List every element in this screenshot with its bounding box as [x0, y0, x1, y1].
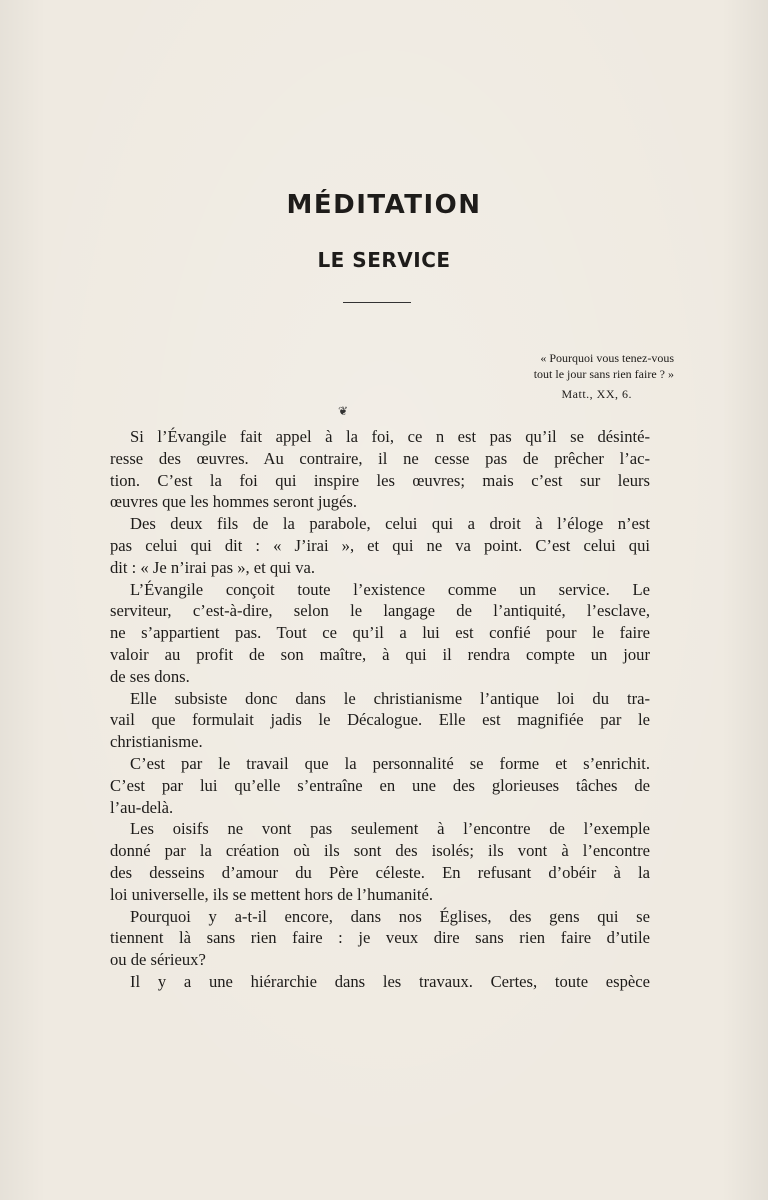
text-line: ne s’appartient pas. Tout ce qu’il a lui est confié pour le faire — [110, 623, 650, 643]
paragraph — [110, 513, 650, 578]
text-line: christianisme. — [110, 732, 203, 752]
paragraph — [110, 753, 650, 818]
text-line: resse des œuvres. Au contraire, il ne cesse pas de prêcher l’ac- — [110, 448, 650, 468]
text-line: loi universelle, ils se mettent hors de l’humanité. — [110, 884, 434, 904]
text-line: Il y a une hiérarchie dans les travaux. Certes, toute espèce — [130, 971, 650, 991]
paragraph — [110, 579, 650, 688]
text-line: des desseins d’amour du Père céleste. En refusant d’obéir à la — [110, 862, 650, 882]
body-text — [110, 426, 650, 993]
text-line: de ses dons. — [110, 666, 190, 686]
text-line: œuvres que les hommes seront jugés. — [110, 492, 358, 512]
paragraph — [110, 971, 650, 993]
text-line: C’est par lui qu’elle s’entraîne en une des glorieuses tâches de — [110, 775, 650, 795]
epigraph — [440, 350, 674, 402]
text-line: Des deux fils de la parabole, celui qui a droit à l’éloge n’est — [130, 514, 650, 534]
epigraph-line: « Pourquoi vous tenez-vous — [540, 351, 674, 365]
text-line: C’est par le travail que la personnalité se forme et s’enrichit. — [130, 753, 650, 773]
text-line: dit : « Je n’irai pas », et qui va. — [110, 557, 316, 577]
text-line: Pourquoi y a-t-il encore, dans nos Églises, des gens qui se — [130, 906, 650, 926]
epigraph-reference: Matt., XX, 6. — [561, 387, 632, 401]
text-line: Elle subsiste donc dans le christianisme l’antique loi du tra- — [130, 688, 650, 708]
text-line: valoir au profit de son maître, à qui il rendra compte un jour — [110, 644, 650, 664]
page-title: MÉDITATION — [286, 190, 482, 220]
text-line: pas celui qui dit : « J’irai », et qui ne va point. C’est celui qui — [110, 535, 650, 555]
epigraph-line: tout le jour sans rien faire ? » — [533, 367, 674, 381]
paragraph — [110, 688, 650, 753]
text-line: vail que formulait jadis le Décalogue. Elle est magnifiée par le — [110, 710, 650, 730]
text-line: tion. C’est la foi qui inspire les œuvres; mais c’est sur leurs — [110, 470, 650, 490]
text-line: l’au-delà. — [110, 797, 174, 817]
text-line: L’Évangile conçoit toute l’existence comme un service. Le — [130, 579, 650, 599]
text-line: Si l’Évangile fait appel à la foi, ce n est pas qu’il se désinté- — [130, 427, 650, 446]
text-line: serviteur, c’est-à-dire, selon le langage de l’antiquité, l’esclave, — [110, 601, 650, 621]
text-line: Les oisifs ne vont pas seulement à l’encontre de l’exemple — [130, 819, 650, 839]
text-line: donné par la création où ils sont des isolés; ils vont à l’encontre — [110, 841, 650, 861]
text-line: ou de sérieux? — [110, 950, 206, 970]
title-divider — [343, 302, 411, 303]
page-subtitle: LE SERVICE — [317, 248, 451, 272]
text-line: tiennent là sans rien faire : je veux dire sans rien faire d’utile — [110, 928, 650, 948]
paragraph — [110, 426, 650, 513]
fleuron-ornament-icon: ❦ — [338, 404, 349, 418]
paragraph — [110, 818, 650, 905]
paragraph — [110, 906, 650, 971]
